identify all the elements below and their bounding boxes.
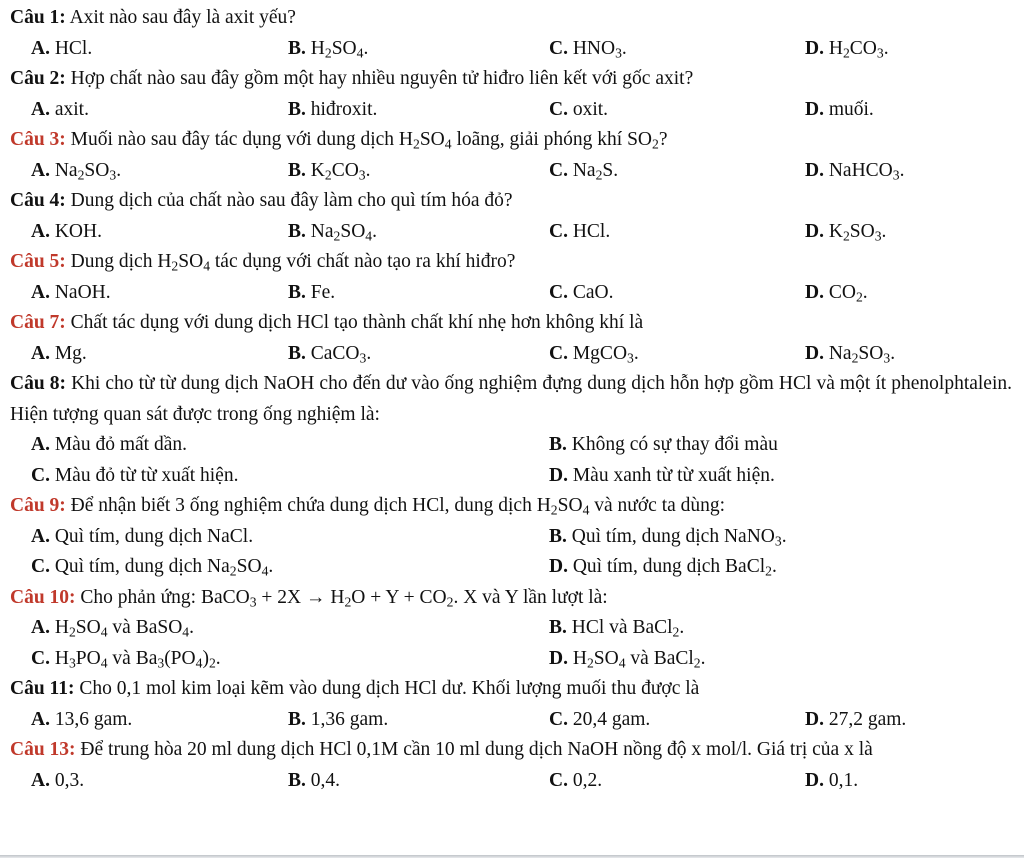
option-c[interactable]: C. HCl.	[549, 220, 611, 242]
option-b[interactable]: B. $K_2CO_3$.	[288, 159, 371, 182]
options-2	[10, 95, 1024, 126]
option-c[interactable]: C. CaO.	[549, 281, 614, 303]
options-11	[10, 705, 1024, 736]
question-label: Câu 1:	[10, 7, 66, 28]
option-b[interactable]: B. hiđroxit.	[288, 98, 378, 120]
option-a[interactable]: A. HCl.	[31, 37, 93, 59]
question-label: Câu 5:	[10, 251, 66, 272]
option-a[interactable]: A. NaOH.	[31, 281, 111, 303]
option-b[interactable]: B. Không có sự thay đổi màu	[549, 434, 778, 455]
page-bottom-divider	[0, 855, 1024, 858]
option-b[interactable]: B. 1,36 gam.	[288, 708, 389, 730]
option-c[interactable]: C. $HNO_3$.	[549, 37, 627, 60]
question-11	[10, 674, 1024, 705]
option-b[interactable]: B. CaCO$_3$.	[288, 342, 372, 365]
question-label: Câu 7:	[10, 312, 66, 333]
option-c[interactable]: C. 20,4 gam.	[549, 708, 651, 730]
option-c[interactable]: C. oxit.	[549, 98, 609, 120]
options-10	[10, 613, 1024, 674]
options-1	[10, 34, 1024, 65]
question-10: Câu 10: Cho phản ứng: BaCO$_3$ + $2X \to H_2O + Y + CO_2$. X và Y lần lượt là:	[10, 586, 608, 609]
option-b[interactable]: B. 0,4.	[288, 769, 341, 791]
option-d[interactable]: D. $CO_2$.	[805, 281, 868, 304]
question-3: Câu 3: Muối nào sau đây tác dụng với dung dịch $H_2SO_4$ loãng, giải phóng khí $SO_2$?	[10, 129, 668, 152]
option-a[interactable]: A. KOH.	[31, 220, 102, 242]
option-d[interactable]: D. Màu xanh từ từ xuất hiện.	[549, 464, 775, 486]
question-text: Cho 0,1 mol kim loại kẽm vào dung dịch HCl dư. Khối lượng muối thu được là	[74, 678, 700, 699]
option-d[interactable]: D. Quì tím, dung dịch BaCl$_2$.	[549, 556, 777, 579]
question-text: Để trung hòa 20 ml dung dịch HCl 0,1M cần 10 ml dung dịch NaOH nồng độ x mol/l. Giá trị của x là	[75, 739, 873, 760]
question-1	[10, 3, 1024, 34]
option-c[interactable]: C. 0,2.	[549, 769, 603, 791]
option-a[interactable]: A. 0,3.	[31, 769, 85, 791]
options-9	[10, 522, 1024, 583]
option-d[interactable]: D. 0,1.	[805, 769, 859, 791]
option-d[interactable]: D. muối.	[805, 98, 874, 120]
question-text: Axit nào sau đây là axit yếu?	[65, 7, 296, 28]
option-d[interactable]: D. $K_2SO_3$.	[805, 220, 887, 243]
question-label: Câu 11:	[10, 678, 75, 699]
question-text: Dung dịch của chất nào sau đây làm cho quì tím hóa đỏ?	[65, 190, 513, 211]
question-label: Câu 9:	[10, 495, 66, 516]
option-c[interactable]: C. MgCO$_3$.	[549, 342, 639, 365]
question-label: Câu 13:	[10, 739, 76, 760]
option-c[interactable]: C. $H_3PO_4$ và $Ba_3(PO_4)_2$.	[31, 647, 221, 670]
option-c[interactable]: C. Màu đỏ từ từ xuất hiện.	[31, 464, 239, 486]
option-b[interactable]: B. HCl và BaCl$_2$.	[549, 617, 685, 640]
options-4	[10, 217, 1024, 248]
question-label: Câu 8:	[10, 373, 66, 394]
option-c[interactable]: C. Quì tím, dung dịch $Na_2SO_4$.	[31, 556, 274, 579]
question-text: Khi cho từ từ dung dịch NaOH cho đến dư vào ống nghiệm đựng dung dịch hỗn hợp gồm HCl và một ít phenolphtalein. Hiện tượng quan sát được trong ống nghiệm là:	[10, 373, 1013, 425]
question-text: Chất tác dụng với dung dịch HCl tạo thành chất khí nhẹ hơn không khí là	[65, 312, 644, 333]
option-d[interactable]: D. $H_2CO_3$.	[805, 37, 889, 60]
question-text: Hợp chất nào sau đây gồm một hay nhiều nguyên tử hiđro liên kết với gốc axit?	[65, 68, 694, 89]
question-5: Câu 5: Dung dịch $H_2SO_4$ tác dụng với chất nào tạo ra khí hiđro?	[10, 251, 516, 274]
option-d[interactable]: D. 27,2 gam.	[805, 708, 907, 730]
option-b[interactable]: B. Quì tím, dung dịch NaNO$_3$.	[549, 525, 787, 548]
option-b[interactable]: B. $H_2SO_4$.	[288, 37, 369, 60]
option-a[interactable]: A. axit.	[31, 98, 89, 120]
options-8	[10, 430, 1024, 491]
option-b[interactable]: B. Fe.	[288, 281, 336, 303]
question-13	[10, 735, 1024, 766]
question-label: Câu 4:	[10, 190, 66, 211]
question-8	[10, 369, 1024, 430]
option-a[interactable]: A. Quì tím, dung dịch NaCl.	[31, 525, 254, 547]
option-a[interactable]: A. 13,6 gam.	[31, 708, 133, 730]
options-5	[10, 278, 1024, 309]
option-a[interactable]: A. Mg.	[31, 342, 87, 364]
options-7	[10, 339, 1024, 370]
question-label: Câu 2:	[10, 68, 66, 89]
question-9: Câu 9: Để nhận biết 3 ống nghiệm chứa dung dịch HCl, dung dịch $H_2SO_4$ và nước ta dùng:	[10, 495, 726, 518]
option-c[interactable]: C. $Na_2S$.	[549, 159, 619, 182]
option-d[interactable]: D. NaHCO$_3$.	[805, 159, 905, 182]
option-a[interactable]: A. $Na_2SO_3$.	[31, 159, 122, 182]
option-d[interactable]: D. $Na_2SO_3$.	[805, 342, 896, 365]
options-13	[10, 766, 1024, 797]
question-label: Câu 10:	[10, 586, 76, 608]
question-label: Câu 3:	[10, 129, 66, 150]
question-4	[10, 186, 1024, 217]
question-2	[10, 64, 1024, 95]
options-3	[10, 156, 1024, 187]
question-7	[10, 308, 1024, 339]
option-d[interactable]: D. $H_2SO_4$ và BaCl$_2$.	[549, 647, 706, 670]
option-a[interactable]: A. $H_2SO_4$ và BaSO$_4$.	[31, 617, 194, 640]
option-a[interactable]: A. Màu đỏ mất dần.	[31, 434, 187, 455]
option-b[interactable]: B. $Na_2SO_4$.	[288, 220, 377, 243]
